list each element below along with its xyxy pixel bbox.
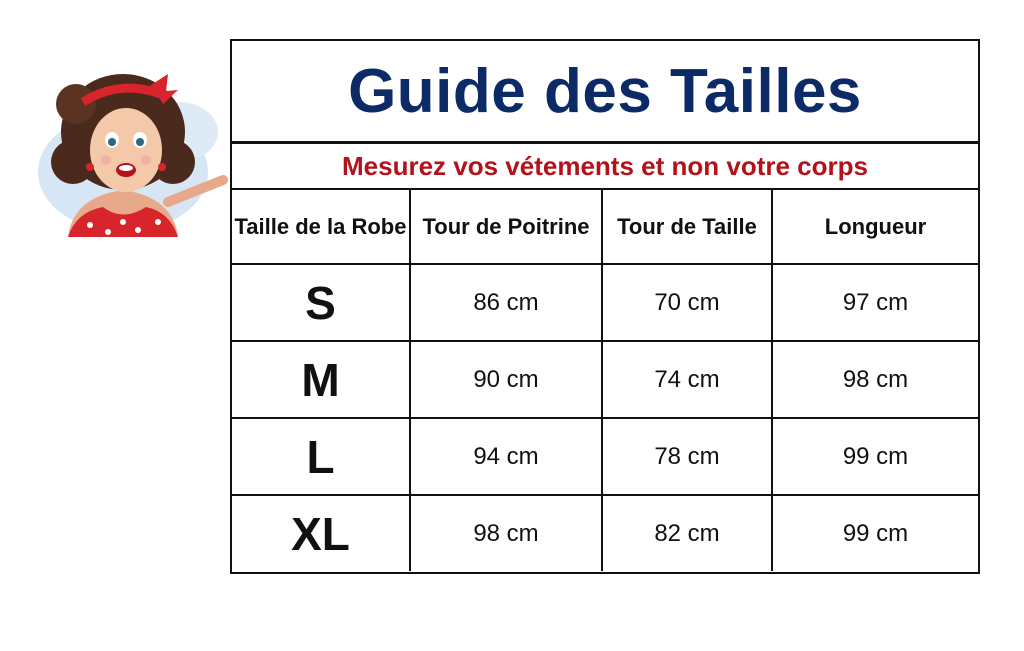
subtitle: Mesurez vos vétements et non votre corps bbox=[342, 150, 868, 181]
title-row bbox=[232, 41, 978, 144]
header-taille-robe: Taille de la Robe bbox=[232, 190, 410, 264]
poitrine-value: 86 cm bbox=[410, 264, 602, 341]
table-row bbox=[232, 495, 978, 571]
longueur-value: 99 cm bbox=[772, 495, 978, 571]
pinup-girl-illustration-icon bbox=[28, 62, 228, 242]
size-label: L bbox=[232, 418, 410, 495]
table-row bbox=[232, 264, 978, 341]
table-header-row bbox=[232, 190, 978, 264]
header-longueur: Longueur bbox=[772, 190, 978, 264]
size-label: M bbox=[232, 341, 410, 418]
longueur-value: 98 cm bbox=[772, 341, 978, 418]
longueur-value: 99 cm bbox=[772, 418, 978, 495]
subtitle-row bbox=[232, 144, 978, 190]
size-guide bbox=[230, 39, 980, 574]
poitrine-value: 90 cm bbox=[410, 341, 602, 418]
table-row bbox=[232, 341, 978, 418]
taille-value: 78 cm bbox=[602, 418, 772, 495]
page-title: Guide des Tailles bbox=[348, 56, 862, 126]
header-tour-poitrine: Tour de Poitrine bbox=[410, 190, 602, 264]
longueur-value: 97 cm bbox=[772, 264, 978, 341]
table-row bbox=[232, 418, 978, 495]
size-label: XL bbox=[232, 495, 410, 571]
poitrine-value: 98 cm bbox=[410, 495, 602, 571]
poitrine-value: 94 cm bbox=[410, 418, 602, 495]
taille-value: 74 cm bbox=[602, 341, 772, 418]
size-table bbox=[232, 190, 978, 571]
header-tour-taille: Tour de Taille bbox=[602, 190, 772, 264]
taille-value: 82 cm bbox=[602, 495, 772, 571]
taille-value: 70 cm bbox=[602, 264, 772, 341]
size-label: S bbox=[232, 264, 410, 341]
